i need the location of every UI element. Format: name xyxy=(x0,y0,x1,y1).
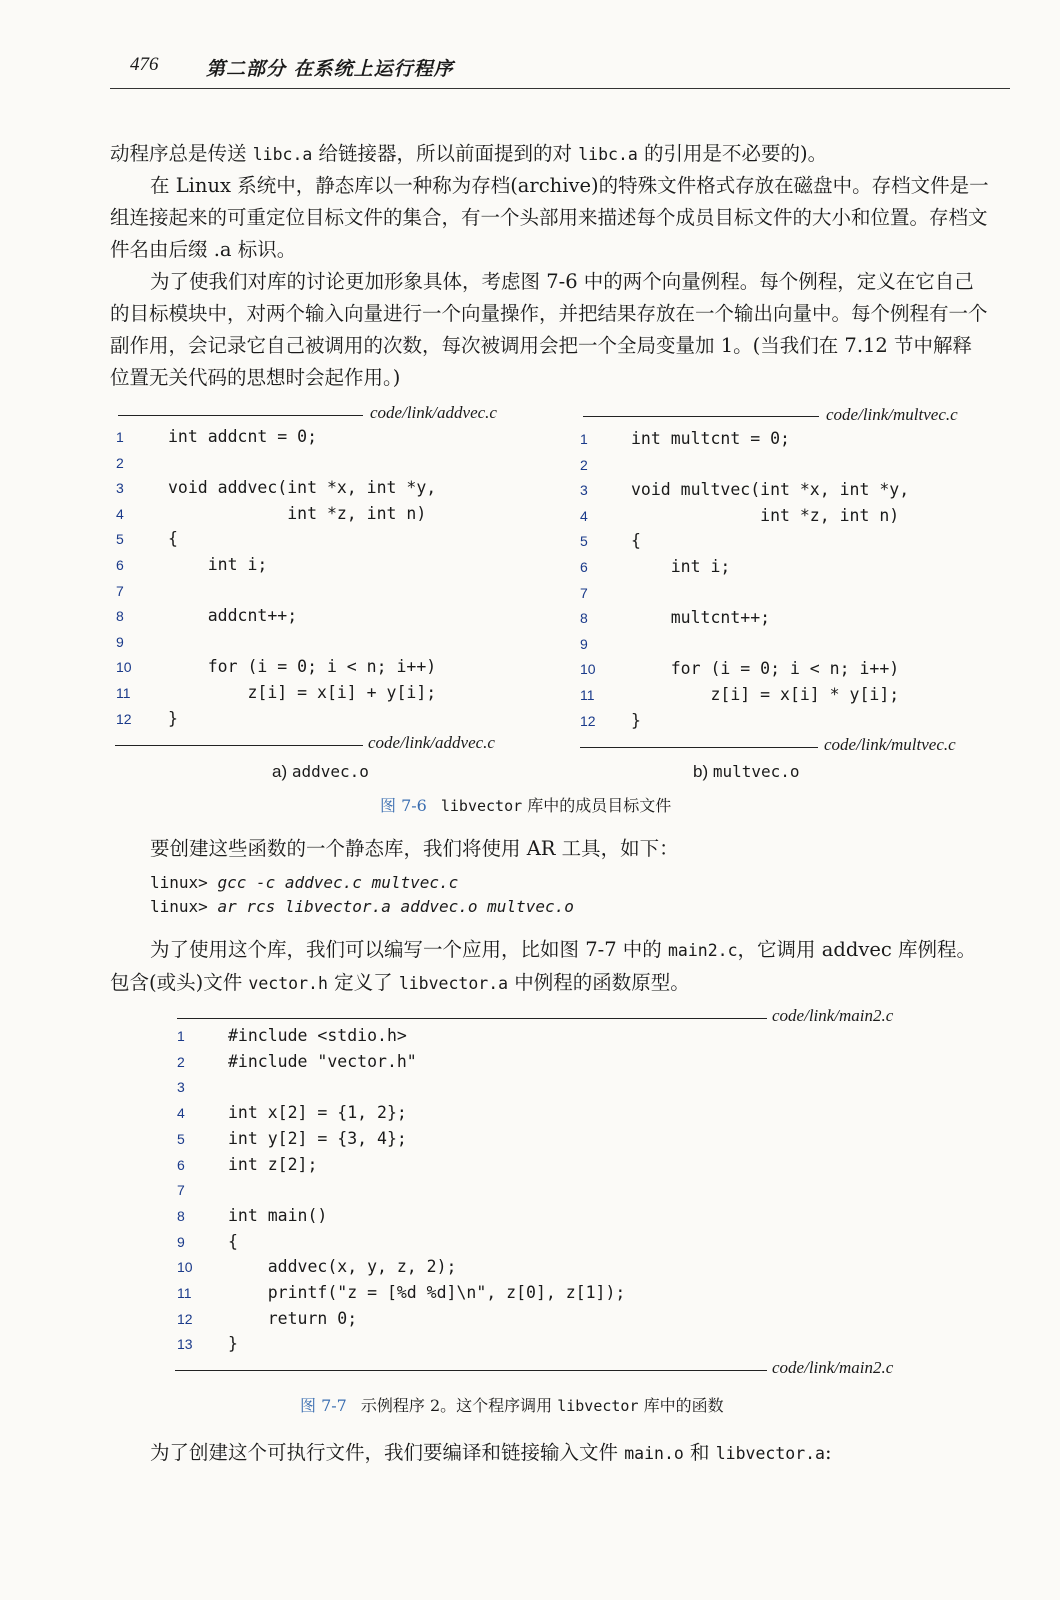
line-number: 2 xyxy=(580,456,588,473)
line-number: 7 xyxy=(116,582,124,599)
addvec-label: a) addvec.o xyxy=(272,762,369,781)
code-line: void multvec(int *x, int *y, xyxy=(631,480,910,500)
line-number: 12 xyxy=(177,1310,193,1327)
paragraph-2: 在 Linux 系统中，静态库以一种称为存档(archive)的特殊文件格式存放在磁盘中。存档文件是一组连接起来的可重定位目标文件的集合，有一个头部用来描述每个成员目标文件的大小和位置。存档文件名由后缀 .a 标识。 xyxy=(110,174,989,261)
code-line: return 0; xyxy=(228,1308,358,1328)
line-number: 5 xyxy=(580,533,588,550)
code-line: { xyxy=(228,1231,238,1251)
line-number: 1 xyxy=(116,429,124,445)
line-number: 8 xyxy=(580,610,588,627)
code-line: } xyxy=(228,1334,238,1354)
code-line: void addvec(int *x, int *y, xyxy=(168,478,437,498)
figure-7-6-caption: 图 7-6 libvector 库中的成员目标文件 xyxy=(380,796,672,815)
line-number: 3 xyxy=(177,1079,185,1096)
line-number: 10 xyxy=(580,661,596,678)
code-line: #include "vector.h" xyxy=(228,1051,417,1071)
page-number: 476 xyxy=(130,54,159,75)
command-line-2: linux> ar rcs libvector.a addvec.o multvec.o xyxy=(150,897,574,916)
line-number: 8 xyxy=(116,608,124,625)
paragraph-4: 要创建这些函数的一个静态库，我们将使用 AR 工具，如下： xyxy=(150,837,679,860)
code-line: addvec(x, y, z, 2); xyxy=(228,1257,457,1277)
code-line: addcnt++; xyxy=(168,606,298,626)
line-number: 4 xyxy=(580,507,588,524)
line-number: 4 xyxy=(116,505,124,522)
multvec-filename-top: code/link/multvec.c xyxy=(826,405,958,424)
code-line: int x[2] = {1, 2}; xyxy=(228,1103,407,1123)
code-line: int *z, int n) xyxy=(631,505,900,525)
line-number: 12 xyxy=(580,712,596,729)
line-number: 10 xyxy=(177,1259,193,1276)
main2-filename-bottom: code/link/main2.c xyxy=(772,1358,894,1377)
main2-filename-top: code/link/main2.c xyxy=(772,1006,894,1025)
line-number: 10 xyxy=(116,659,132,676)
code-line: printf("z = [%d %d]\n", z[0], z[1]); xyxy=(228,1283,626,1302)
paragraph-5: 为了使用这个库，我们可以编写一个应用，比如图 7-7 中的 main2.c，它调用 addvec 库例程。包含(或头)文件 vector.h 定义了 libvector.a 中例程的函数原型。 xyxy=(110,938,977,994)
part-title: 第二部分 在系统上运行程序 xyxy=(206,58,454,80)
line-number: 6 xyxy=(580,559,588,575)
code-line: int multcnt = 0; xyxy=(631,429,790,448)
line-number: 12 xyxy=(116,710,132,727)
line-number: 6 xyxy=(177,1156,185,1173)
code-line: { xyxy=(168,529,178,549)
multvec-label: b) multvec.o xyxy=(693,762,800,781)
line-number: 3 xyxy=(580,482,588,499)
code-line: int i; xyxy=(168,555,268,574)
paragraph-1: 动程序总是传送 libc.a 给链接器，所以前面提到的对 libc.a 的引用是不必要的)。 xyxy=(110,142,828,165)
figure-7-7-caption: 图 7-7 示例程序 2。这个程序调用 libvector 库中的函数 xyxy=(300,1396,724,1415)
paragraph-3: 为了使我们对库的讨论更加形象具体，考虑图 7-6 中的两个向量例程。每个例程，定义在它自己的目标模块中，对两个输入向量进行一个向量操作，并把结果存放在一个输出向量中。每个例程有一个副作用，会记录它自己被调用的次数，每次被调用会把一个全局变量加 1。(当我们在 7.12 节中解释位置无关代码的思想时会起作用。) xyxy=(110,270,988,389)
code-line: } xyxy=(168,708,178,728)
code-line: int *z, int n) xyxy=(168,503,427,523)
code-line: multcnt++; xyxy=(631,608,771,628)
line-number: 4 xyxy=(177,1105,185,1122)
code-line: z[i] = x[i] + y[i]; xyxy=(168,683,437,702)
code-line: z[i] = x[i] * y[i]; xyxy=(631,685,900,704)
line-number: 1 xyxy=(580,431,588,447)
line-number: 6 xyxy=(116,557,124,573)
line-number: 9 xyxy=(580,635,588,652)
paragraph-6: 为了创建这个可执行文件，我们要编译和链接输入文件 main.o 和 libvector.a: xyxy=(150,1441,832,1464)
multvec-filename-bottom: code/link/multvec.c xyxy=(824,735,956,754)
line-number: 13 xyxy=(177,1336,193,1353)
line-number: 1 xyxy=(177,1028,185,1044)
line-number: 7 xyxy=(177,1182,185,1199)
line-number: 11 xyxy=(116,685,131,701)
line-number: 2 xyxy=(116,454,124,471)
code-line: for (i = 0; i < n; i++) xyxy=(168,657,437,677)
code-line: int addcnt = 0; xyxy=(168,427,318,446)
code-line: int main() xyxy=(228,1205,328,1225)
code-line: int y[2] = {3, 4}; xyxy=(228,1128,407,1148)
addvec-filename-top: code/link/addvec.c xyxy=(370,403,497,422)
addvec-filename-bottom: code/link/addvec.c xyxy=(368,733,495,752)
line-number: 8 xyxy=(177,1207,185,1224)
code-line: for (i = 0; i < n; i++) xyxy=(631,659,900,679)
code-line: { xyxy=(631,531,641,551)
line-number: 11 xyxy=(580,687,595,703)
line-number: 5 xyxy=(116,531,124,548)
line-number: 5 xyxy=(177,1130,185,1147)
line-number: 11 xyxy=(177,1285,192,1301)
page-header xyxy=(110,48,1010,89)
code-line: int z[2]; xyxy=(228,1154,318,1174)
line-number: 2 xyxy=(177,1053,185,1070)
line-number: 9 xyxy=(177,1233,185,1250)
code-line: #include <stdio.h> xyxy=(228,1026,407,1045)
line-number: 7 xyxy=(580,584,588,601)
command-line-1: linux> gcc -c addvec.c multvec.c xyxy=(150,873,459,892)
code-line: } xyxy=(631,710,641,730)
code-line: int i; xyxy=(631,557,731,576)
line-number: 3 xyxy=(116,480,124,497)
line-number: 9 xyxy=(116,633,124,650)
